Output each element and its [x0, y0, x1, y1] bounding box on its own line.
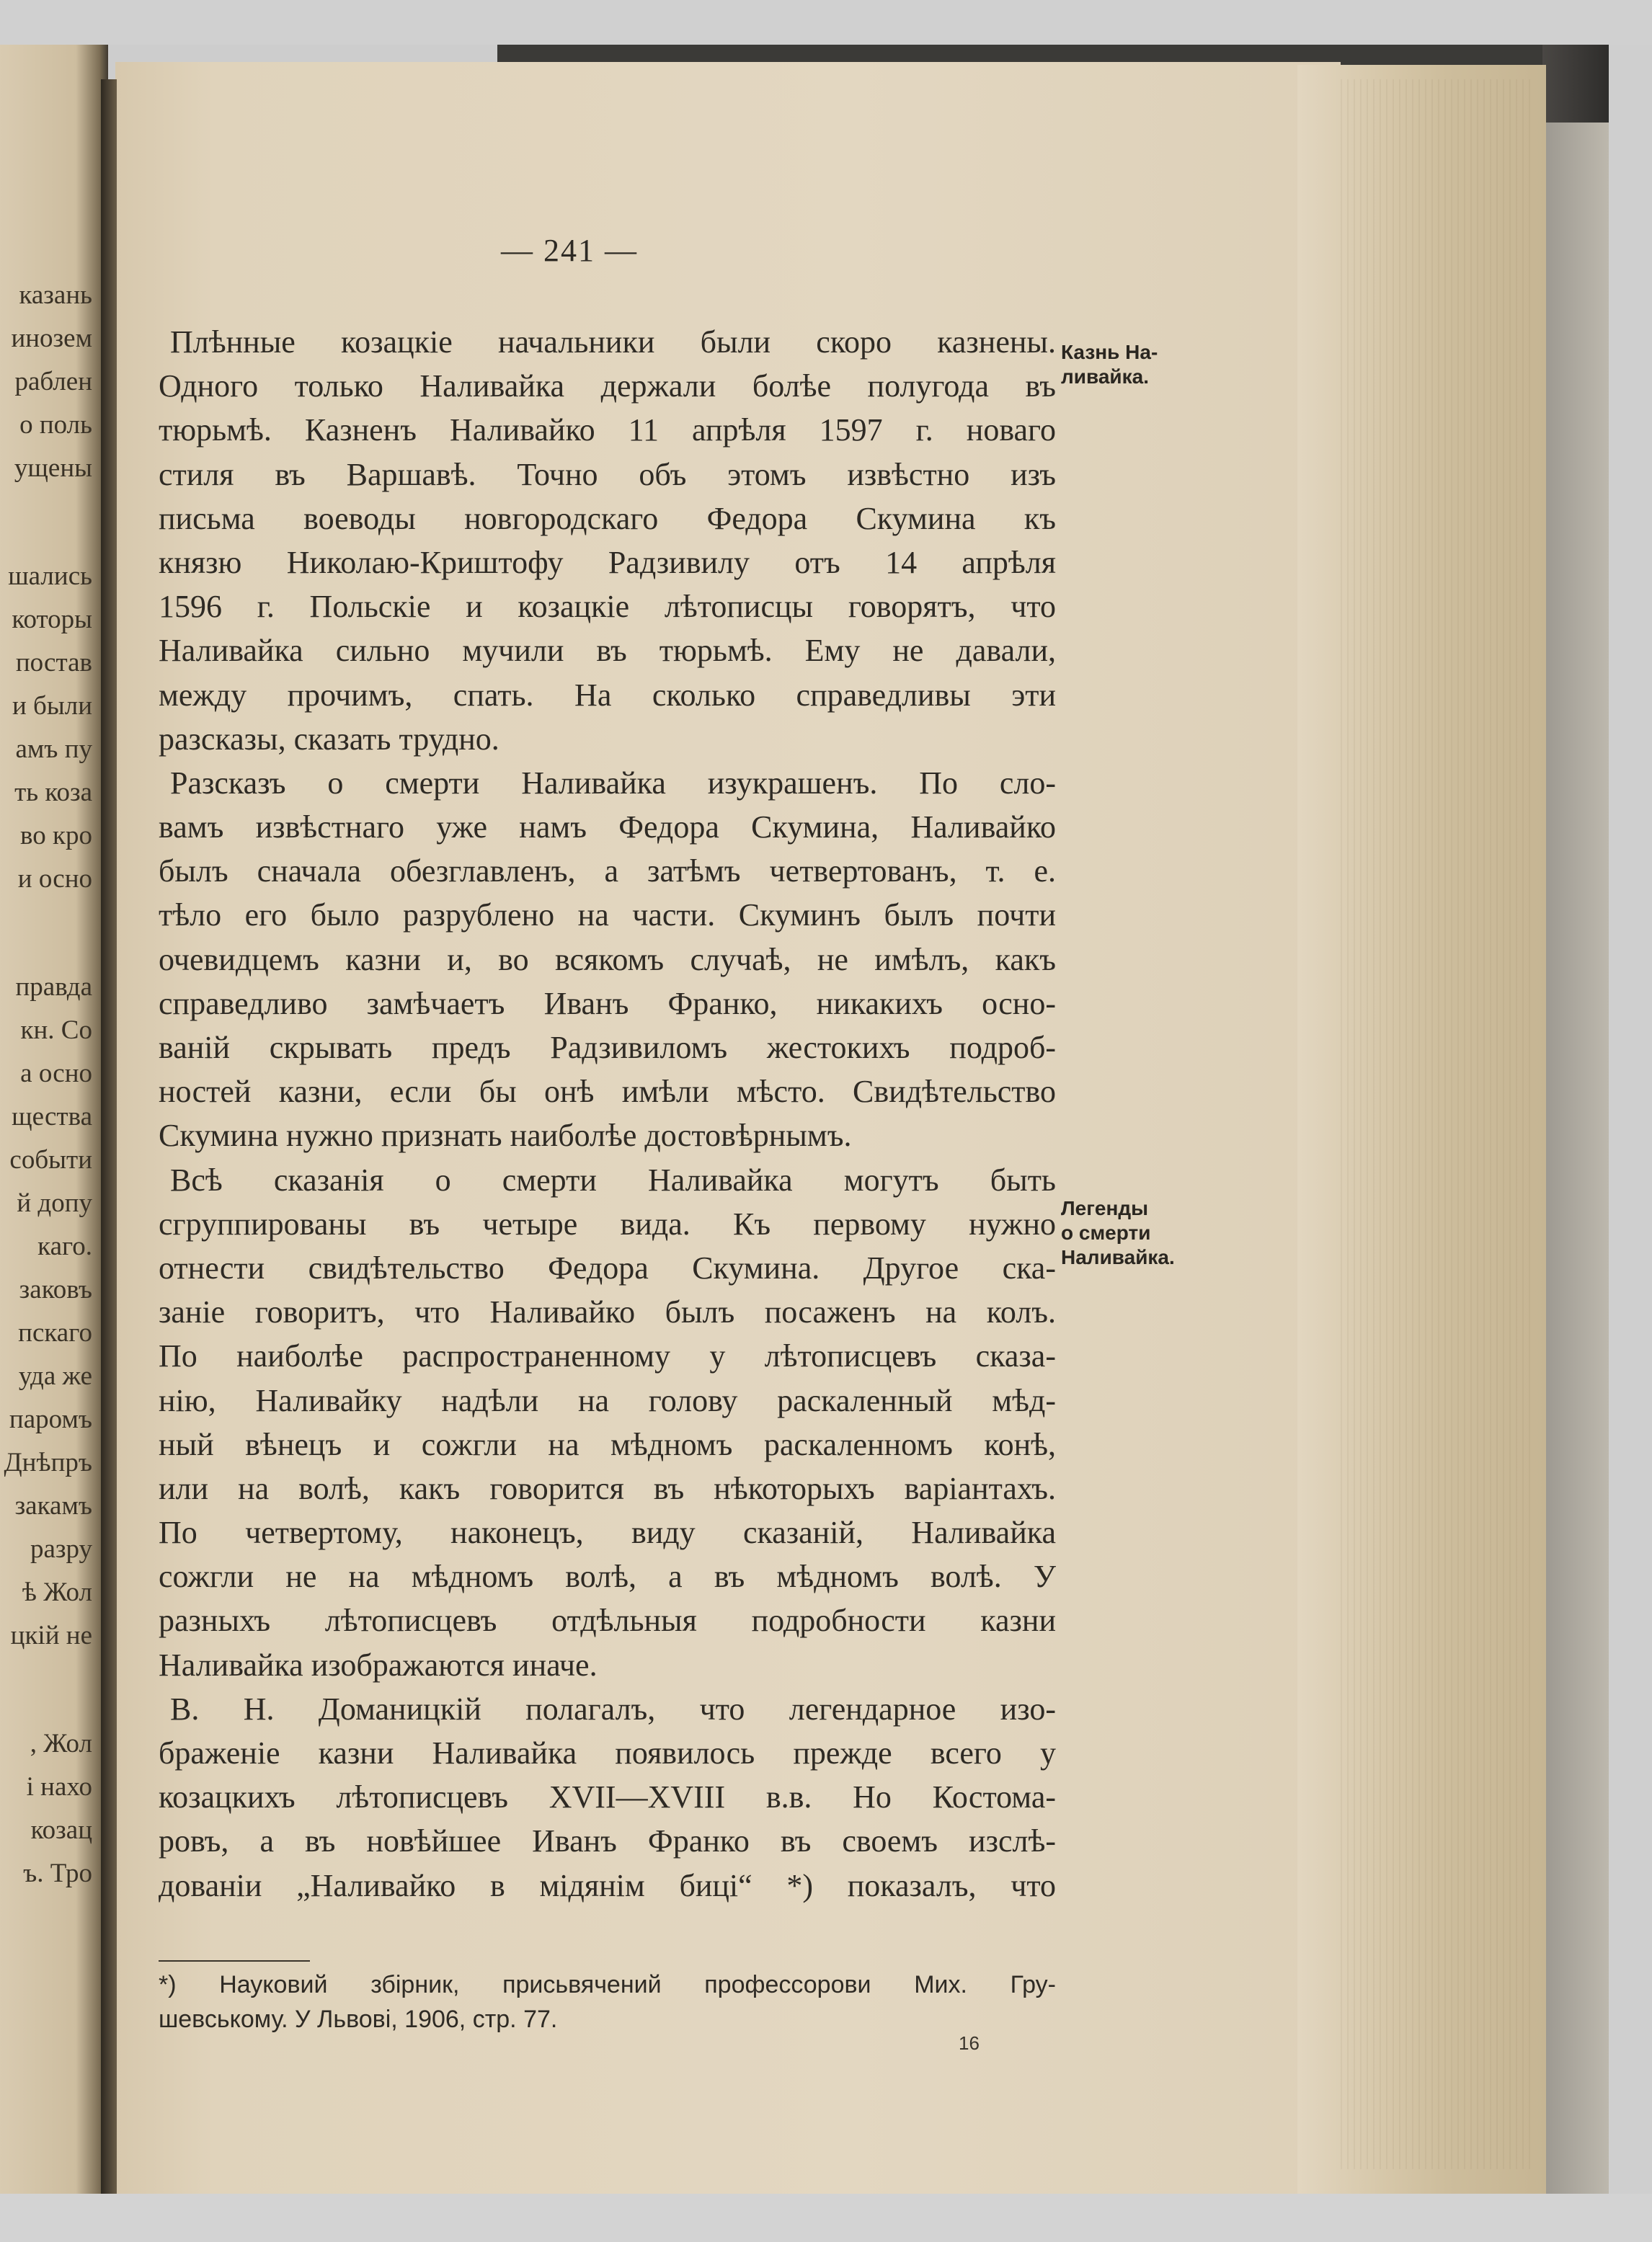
- left-page-text: закамъ: [14, 1491, 92, 1521]
- left-page-text: Днѣпръ: [4, 1448, 92, 1477]
- text-line: Плѣнные козацкіе начальники были скоро казнены.: [170, 324, 1056, 360]
- text-line: 1596 г. Польскіе и козацкіе лѣтописцы говорятъ, что: [159, 589, 1056, 625]
- left-page-text: козац: [30, 1815, 92, 1845]
- scan-border-right: [1609, 45, 1652, 2194]
- left-page-text: ъ. Тро: [23, 1859, 92, 1888]
- book-cover-edge: [1542, 123, 1609, 2194]
- text-line: По четвертому, наконецъ, виду сказаній, Наливайка: [159, 1515, 1056, 1551]
- margin-note-line: ливайка.: [1061, 365, 1149, 388]
- left-page-text: шались: [8, 561, 92, 591]
- margin-note-execution: [1061, 340, 1205, 389]
- left-page-text: уда же: [18, 1361, 92, 1391]
- text-line: ностей казни, если бы онѣ имѣли мѣсто. Свидѣтельство: [159, 1074, 1056, 1110]
- left-page-text: заковъ: [19, 1275, 92, 1304]
- text-line: между прочимъ, спать. На сколько справедливы эти: [159, 677, 1056, 713]
- left-page-text: ѣ Жол: [22, 1578, 92, 1607]
- text-line: Скумина нужно признать наиболѣе достовѣрнымъ.: [159, 1118, 852, 1154]
- page-number: — 241 —: [501, 233, 638, 268]
- scan-border-bottom: [0, 2194, 1652, 2242]
- left-page-text: пскаго: [18, 1318, 92, 1348]
- text-line: тѣло его было разрублено на части. Скуминъ былъ почти: [159, 897, 1056, 933]
- text-line: ный вѣнецъ и сожгли на мѣдномъ раскаленномъ конѣ,: [159, 1426, 1056, 1462]
- left-page-fragment: [0, 45, 108, 2194]
- left-page-text: о поль: [19, 410, 92, 440]
- left-page-text: каго.: [37, 1232, 92, 1261]
- text-line: Разсказъ о смерти Наливайка изукрашенъ. По сло-: [170, 765, 1056, 801]
- left-page-text: паромъ: [9, 1405, 92, 1434]
- text-line: сгруппированы въ четыре вида. Къ первому нужно: [159, 1206, 1056, 1242]
- left-page-text: которы: [12, 605, 92, 634]
- text-line: стиля въ Варшавѣ. Точно объ этомъ извѣстно изъ: [159, 456, 1056, 492]
- text-line: справедливо замѣчаетъ Иванъ Франко, никакихъ осно-: [159, 985, 1056, 1021]
- left-page-text: событи: [9, 1145, 92, 1175]
- text-line: или на волѣ, какъ говорится въ нѣкоторыхъ варіантахъ.: [159, 1470, 1056, 1506]
- text-line: нію, Наливайку надѣли на голову раскаленный мѣд-: [159, 1382, 1056, 1418]
- text-line: В. Н. Доманицкій полагалъ, что легендарное изо-: [170, 1691, 1056, 1727]
- margin-note-line: о смерти: [1061, 1222, 1151, 1244]
- left-page-text: ущены: [14, 453, 92, 483]
- left-page-text: постав: [15, 648, 92, 677]
- footnote-line: шевському. У Львові, 1906, стр. 77.: [159, 2006, 558, 2033]
- left-page-text: казань: [19, 280, 92, 310]
- text-line: Наливайка сильно мучили въ тюрьмѣ. Ему не давали,: [159, 633, 1056, 669]
- text-line: очевидцемъ казни и, во всякомъ случаѣ, не имѣлъ, какъ: [159, 941, 1056, 977]
- left-page-text: щества: [12, 1102, 92, 1131]
- text-line: былъ сначала обезглавленъ, а затѣмъ четвертованъ, т. е.: [159, 853, 1056, 889]
- left-page-text: и осно: [17, 864, 92, 894]
- book-gutter: [101, 79, 117, 2194]
- text-line: письма воеводы новгородскаго Федора Скумина къ: [159, 500, 1056, 536]
- left-page-text: разру: [30, 1534, 92, 1564]
- left-page-text: і нахо: [26, 1772, 92, 1802]
- text-line: вамъ извѣстнаго уже намъ Федора Скумина, Наливайко: [159, 809, 1056, 845]
- body-text: [159, 320, 1056, 1908]
- text-line: ваній скрывать предъ Радзивиломъ жестокихъ подроб-: [159, 1030, 1056, 1065]
- text-line: князю Николаю-Криштофу Радзивилу отъ 14 апрѣля: [159, 544, 1056, 580]
- left-page-text: раблен: [14, 367, 92, 396]
- text-line: Наливайка изображаются иначе.: [159, 1647, 598, 1683]
- text-line: разныхъ лѣтописцевъ отдѣльныя подробности казни: [159, 1603, 1056, 1639]
- text-line: сожгли не на мѣдномъ волѣ, а въ мѣдномъ волѣ. У: [159, 1559, 1056, 1595]
- text-line: отнести свидѣтельство Федора Скумина. Другое ска-: [159, 1250, 1056, 1286]
- left-page-text: цкій не: [10, 1621, 92, 1650]
- signature-mark: 16: [959, 2032, 980, 2054]
- scan-border-top: [0, 0, 1652, 45]
- left-page-text: правда: [15, 972, 92, 1002]
- left-page-text: инозем: [11, 324, 92, 353]
- left-page-text: во кро: [20, 821, 92, 850]
- margin-note-line: Казнь На-: [1061, 341, 1158, 363]
- left-page-text: амъ пу: [15, 734, 92, 764]
- footnote-rule: [159, 1960, 310, 1962]
- text-line: дованіи „Наливайко в мідянім биці“ *) показалъ, что: [159, 1867, 1056, 1903]
- page-stack-lines: [1341, 79, 1535, 2169]
- text-line: разсказы, сказать трудно.: [159, 721, 499, 757]
- text-line: заніе говоритъ, что Наливайко былъ посаженъ на колъ.: [159, 1294, 1056, 1330]
- text-line: тюрьмѣ. Казненъ Наливайко 11 апрѣля 1597 г. новаго: [159, 412, 1056, 448]
- text-line: ровъ, а въ новѣйшее Иванъ Франко въ своемъ изслѣ-: [159, 1823, 1056, 1859]
- text-line: козацкихъ лѣтописцевъ XVII—XVIII в.в. Но Костома-: [159, 1779, 1056, 1815]
- margin-note-legends: [1061, 1196, 1205, 1270]
- left-page-text: а осно: [20, 1059, 92, 1088]
- left-page-text: й допу: [17, 1188, 92, 1218]
- left-page-text: и были: [12, 691, 92, 721]
- left-page-text: кн. Со: [20, 1015, 92, 1045]
- left-page-text: , Жол: [30, 1729, 92, 1758]
- text-line: Одного только Наливайка держали болѣе полугода въ: [159, 368, 1056, 404]
- text-line: Всѣ сказанія о смерти Наливайка могутъ быть: [170, 1162, 1056, 1198]
- margin-note-line: Легенды: [1061, 1197, 1149, 1219]
- text-line: По наиболѣе распространенному у лѣтописцевъ сказа-: [159, 1338, 1056, 1374]
- margin-note-line: Наливайка.: [1061, 1246, 1175, 1268]
- left-page-text: ть коза: [14, 778, 92, 807]
- text-line: браженіе казни Наливайка появилось прежде всего у: [159, 1735, 1056, 1771]
- footnote-line: *) Науковий збірник, присьвячений профессорови Мих. Гру-: [159, 1971, 1056, 1998]
- footnote: [159, 1967, 1056, 2037]
